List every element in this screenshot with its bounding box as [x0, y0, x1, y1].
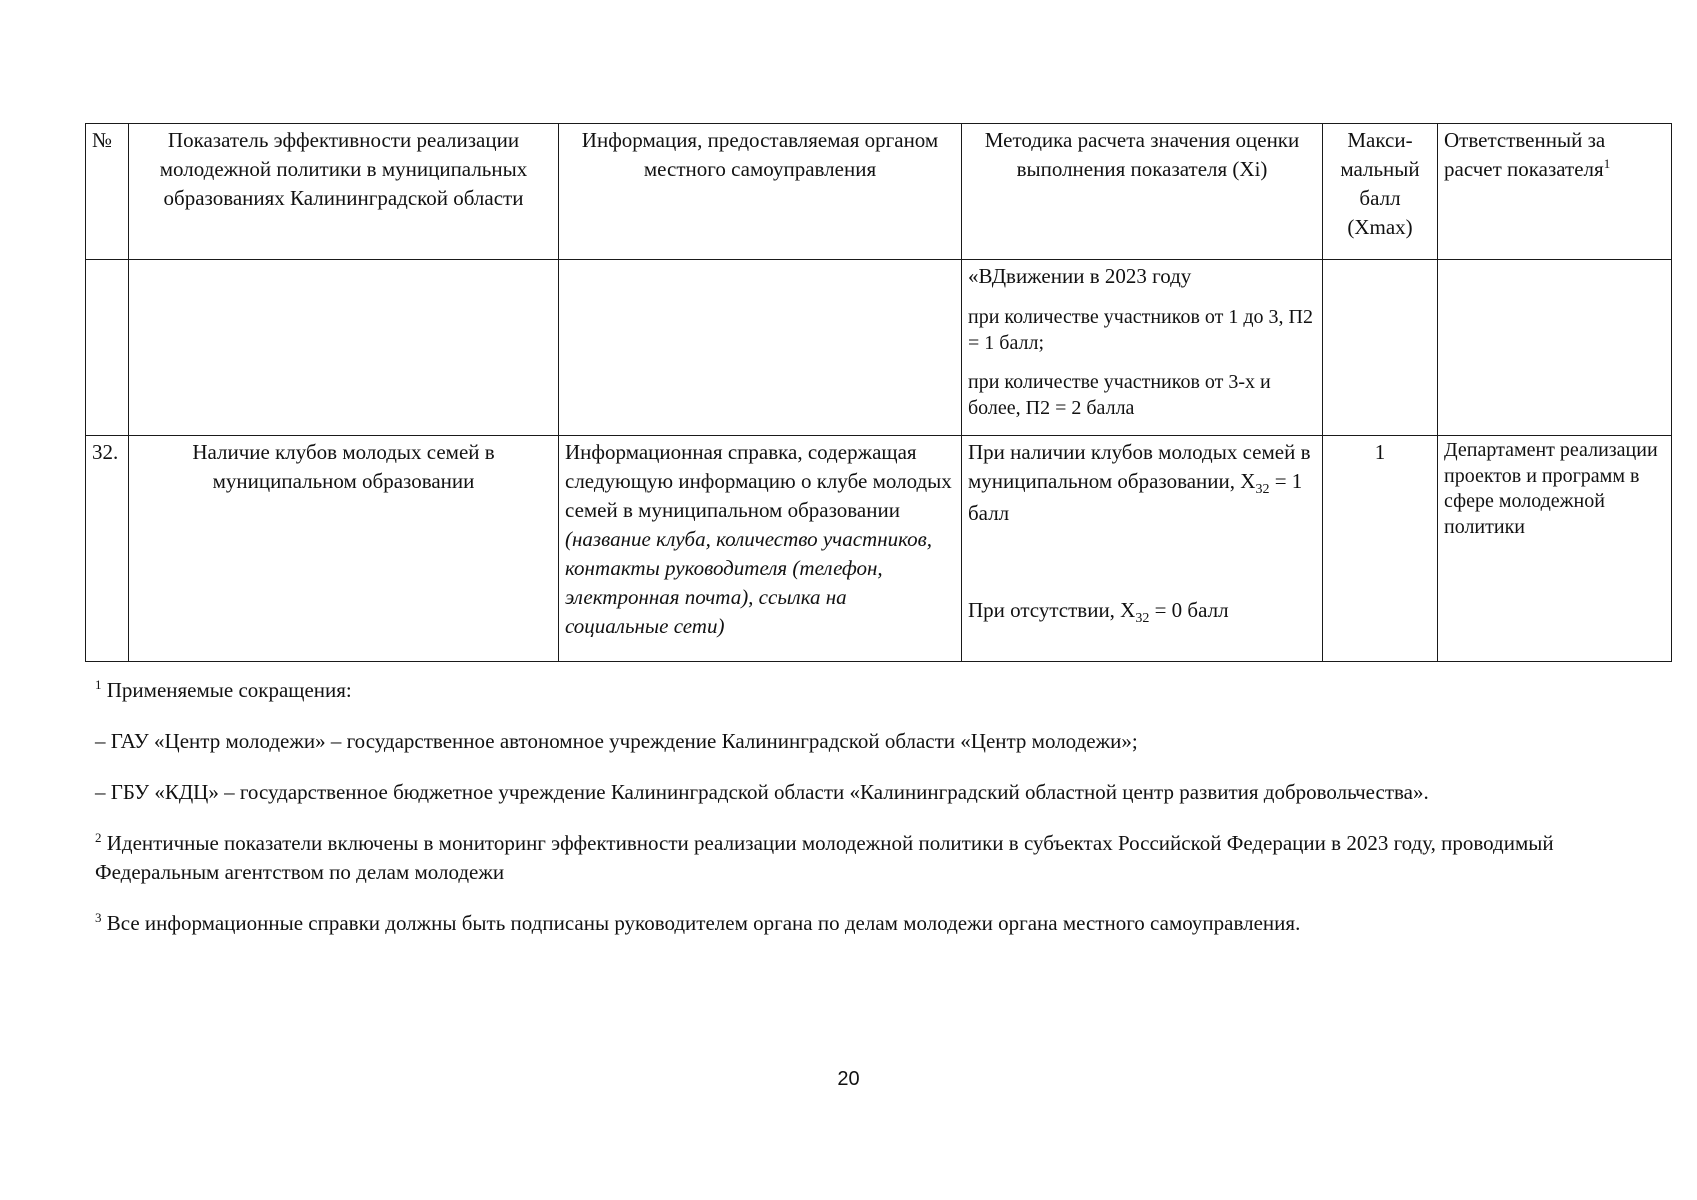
cell-method: [962, 436, 1323, 662]
footnote-ref-1: 1: [1603, 155, 1611, 171]
method-absent: [968, 596, 1316, 629]
cell-indicator: Наличие клубов молодых семей в муниципальном образовании: [129, 436, 559, 662]
header-indicator: Показатель эффективности реализации молодежной политики в муниципальных образованиях Калининградской области: [129, 124, 559, 260]
footnote-1-title: [95, 676, 1655, 705]
footnote-1-gau: – ГАУ «Центр молодежи» – государственное автономное учреждение Калининградской области «Центр молодежи»;: [95, 728, 1138, 753]
cell-responsible: Департамент реализации проектов и программ в сфере молодежной политики: [1438, 436, 1672, 662]
footnote-2: [95, 829, 1655, 887]
method-absent-value: = 0 балл: [1149, 598, 1229, 623]
method-absent-sub: 32: [1135, 611, 1150, 627]
method-present: [968, 438, 1316, 528]
footnote-mark: 1: [95, 677, 102, 692]
table-row: [86, 260, 1672, 436]
method-present-sub: 32: [1255, 482, 1270, 498]
footnote-mark: 2: [95, 829, 102, 845]
footnote-3: [95, 909, 1655, 938]
info-plain-text: Информационная справка, содержащая следующую информацию о клубе молодых семей в муниципальном образовании: [565, 440, 952, 522]
header-responsible: [1438, 124, 1672, 260]
method-absent-text: При отсутствии, X: [968, 598, 1136, 623]
page-number: 20: [837, 1068, 860, 1090]
method-present-value: = 1 балл: [968, 468, 1303, 526]
method-present-text: При наличии клубов молодых семей в муниципальном образовании, X: [968, 440, 1311, 493]
header-number: №: [86, 124, 129, 260]
header-responsible-text: Ответственный за расчет показателя: [1444, 128, 1606, 181]
cell-max-score: 1: [1323, 436, 1438, 662]
cell-info: [559, 436, 962, 662]
header-info: Информация, предоставляемая органом местного самоуправления: [559, 124, 962, 260]
method-line: при количестве участников от 1 до 3, П2 = 1 балл;: [968, 305, 1313, 354]
cell-empty: [86, 260, 129, 436]
cell-empty: [1323, 260, 1438, 436]
info-italic-text: (название клуба, количество участников, контакты руководителя (телефон, электронная почта), ссылка на социальные сети): [565, 526, 932, 638]
method-line: «ВДвижении в 2023 году: [968, 264, 1192, 288]
cell-empty: [129, 260, 559, 436]
method-line: при количестве участников от 3-х и более, П2 = 2 балла: [968, 371, 1271, 419]
header-method: Методика расчета значения оценки выполнения показателя (Xi): [962, 124, 1323, 260]
cell-number: 32.: [86, 436, 129, 662]
cell-empty: [559, 260, 962, 436]
footnote-text: Все информационные справки должны быть подписаны руководителем органа по делам молодежи органа местного самоуправления.: [101, 910, 1301, 935]
table-header-row: [86, 124, 1672, 260]
footnote-mark: 3: [95, 909, 102, 925]
footnotes: [95, 676, 1655, 960]
header-max-score: Макси-мальный балл (Xmax): [1323, 124, 1438, 260]
footnote-text: Идентичные показатели включены в мониторинг эффективности реализации молодежной политики в субъектах Российской Федерации в 2023 году, проводимый Федеральным агентством по делам молодежи: [95, 830, 1554, 884]
cell-empty: [1438, 260, 1672, 436]
table-row: [86, 436, 1672, 662]
cell-method-continuation: [962, 260, 1323, 436]
indicators-table: [85, 123, 1672, 662]
footnote-1-gbu: – ГБУ «КДЦ» – государственное бюджетное учреждение Калининградской области «Калининградский областной центр развития добровольчества».: [95, 779, 1429, 804]
footnote-text: Применяемые сокращения:: [101, 678, 352, 702]
